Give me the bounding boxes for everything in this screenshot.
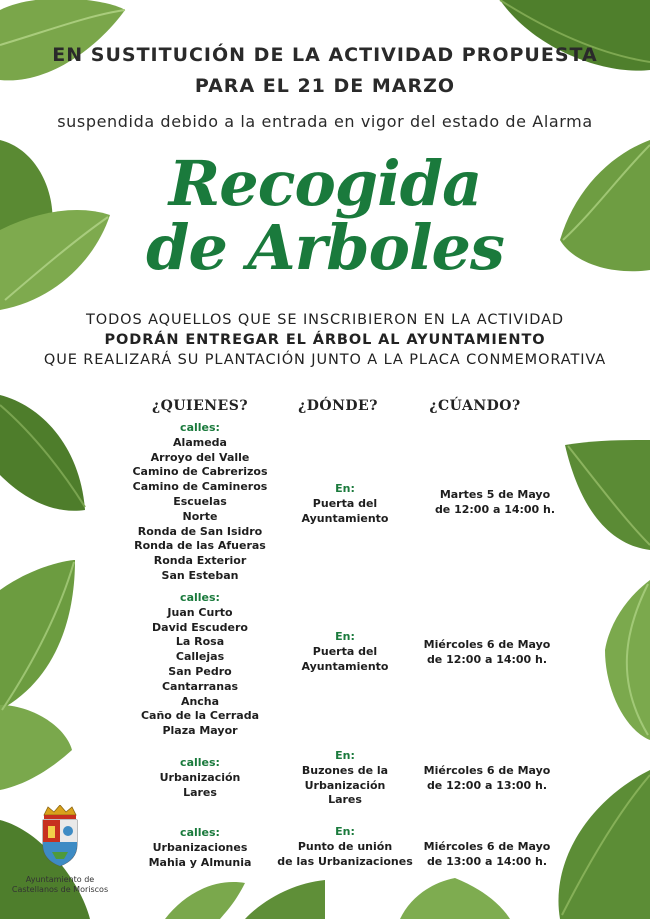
where-line: Lares (328, 793, 362, 807)
row-label: calles: (180, 756, 220, 769)
row-label: calles: (180, 826, 220, 839)
street-name: Caño de la Cerrada (140, 709, 259, 723)
where-line: Ayuntamiento (301, 659, 389, 673)
street-name: Callejas (175, 650, 225, 664)
where-label: En: (335, 630, 355, 643)
when-line: de 12:00 a 13:00 h. (426, 778, 548, 792)
when-line: Miércoles 6 de Mayo (423, 638, 551, 651)
row-label: calles: (180, 421, 220, 434)
table-row-2-who (110, 591, 290, 739)
street-name: Cantarranas (161, 679, 239, 693)
row-label: calles: (180, 591, 220, 604)
where-line: Urbanización (304, 778, 386, 792)
intro-line-2 (0, 332, 650, 348)
column-header-who: ¿QUIENES? (151, 398, 249, 414)
municipal-crest-icon (38, 805, 82, 867)
intro-line-2-bold: PODRÁN ENTREGAR EL ÁRBOL AL AYUNTAMIENTO (104, 332, 546, 348)
crest-caption-line-2: Castellanos de Moriscos (11, 885, 109, 894)
when-line: Martes 5 de Mayo (439, 488, 551, 501)
street-name: Ronda de San Isidro (137, 524, 263, 538)
title-line-2: de Arboles (146, 211, 504, 284)
leaf-decoration-right-bottom (600, 580, 650, 740)
when-line: de 13:00 a 14:00 h. (426, 854, 548, 868)
column-header-when: ¿CÚANDO? (429, 398, 521, 414)
street-name: Urbanización (159, 770, 241, 784)
table-row-4-who (110, 826, 290, 870)
table-row-3-who (110, 756, 290, 800)
street-name: Camino de Camineros (132, 480, 268, 494)
leaf-decoration-left-lower (0, 395, 90, 515)
street-name: Ronda de las Afueras (134, 539, 266, 553)
street-name: Camino de Cabrerizos (132, 465, 268, 479)
crest-caption (0, 875, 120, 895)
street-name: David Escudero (152, 620, 248, 634)
leaf-decoration-left-bottom (0, 560, 80, 800)
leaf-decoration-bottom-center-right (400, 878, 520, 919)
street-name: San Esteban (161, 568, 239, 582)
where-line: Puerta del (312, 496, 378, 510)
when-line: de 12:00 a 14:00 h. (426, 652, 548, 666)
table-row-3-when (392, 764, 582, 794)
street-name: Norte (182, 509, 218, 523)
street-name: Escuelas (173, 494, 227, 508)
street-name: Plaza Mayor (162, 724, 238, 738)
crest-caption-line-1: Ayuntamiento de (25, 875, 95, 884)
when-line: Miércoles 6 de Mayo (423, 840, 551, 853)
where-line: de las Urbanizaciones (277, 854, 413, 868)
street-name: Juan Curto (167, 605, 233, 619)
table-row-4-when (392, 840, 582, 870)
where-line: Ayuntamiento (301, 511, 389, 525)
street-name: San Pedro (168, 664, 232, 678)
header-line-1: EN SUSTITUCIÓN DE LA ACTIVIDAD PROPUESTA (52, 44, 598, 66)
street-name: La Rosa (175, 635, 225, 649)
where-label: En: (335, 825, 355, 838)
header-line-2: PARA EL 21 DE MARZO (194, 75, 456, 97)
street-name: Alameda (173, 435, 227, 449)
when-line: de 12:00 a 14:00 h. (434, 502, 556, 516)
intro-line-1: TODOS AQUELLOS QUE SE INSCRIBIERON EN LA ACTIVIDAD (86, 312, 564, 328)
header-subtitle: suspendida debido a la entrada en vigor del estado de Alarma (57, 112, 593, 131)
street-name: Lares (183, 785, 217, 799)
when-line: Miércoles 6 de Mayo (423, 764, 551, 777)
title-line-1: Recogida (168, 147, 482, 220)
table-row-1-when (400, 488, 590, 518)
where-label: En: (335, 749, 355, 762)
street-name: Ronda Exterior (153, 554, 247, 568)
where-line: Buzones de la (301, 763, 389, 777)
table-row-1-who (110, 421, 290, 584)
where-line: Puerta del (312, 644, 378, 658)
table-row-2-when (392, 638, 582, 668)
street-name: Arroyo del Valle (150, 450, 250, 464)
street-name: Mahia y Almunia (148, 855, 252, 869)
column-header-where: ¿DÓNDE? (298, 398, 378, 414)
where-label: En: (335, 482, 355, 495)
where-line: Punto de unión (297, 839, 393, 853)
street-name: Ancha (180, 694, 220, 708)
street-name: Urbanizaciones (152, 840, 248, 854)
leaf-decoration-bottom-center-left (165, 878, 325, 919)
intro-line-3: QUE REALIZARÁ SU PLANTACIÓN JUNTO A LA PLACA CONMEMORATIVA (43, 352, 607, 368)
